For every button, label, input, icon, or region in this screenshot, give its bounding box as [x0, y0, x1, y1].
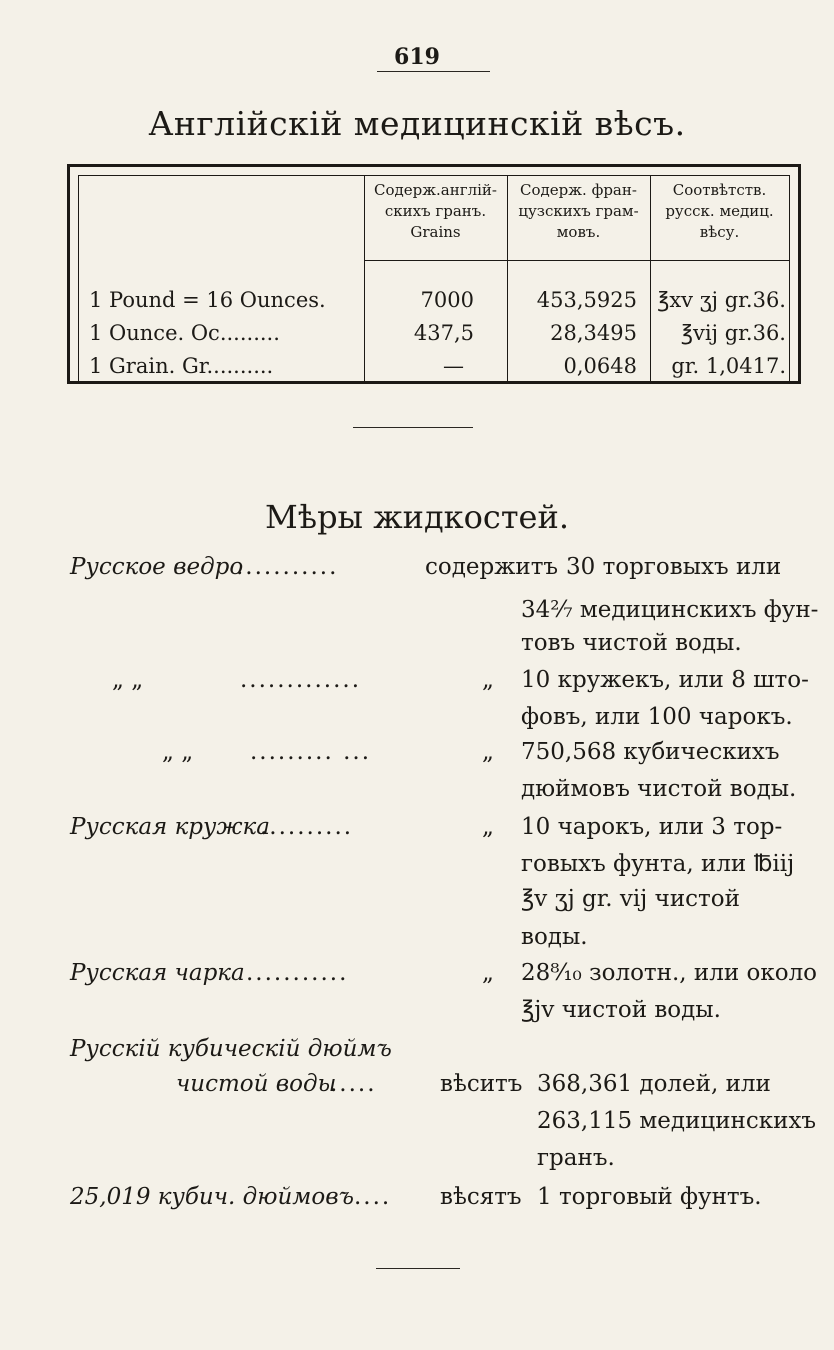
- header-line: Соотвѣтств.: [672, 181, 767, 199]
- leader-dots: ...........: [246, 960, 349, 986]
- entry-text: гранъ.: [537, 1145, 615, 1171]
- section-divider: [353, 427, 473, 428]
- entry-verb: вѣситъ: [440, 1071, 523, 1097]
- table-row-label: 1 Ounce. Oc.........: [89, 321, 280, 345]
- entry-label: Русская кружка: [70, 814, 270, 840]
- table-cell-grams: 453,5925: [536, 288, 637, 312]
- entry-text: ℥v ʒj gr. vij чистой: [521, 886, 740, 912]
- ditto-mark: „: [482, 960, 494, 986]
- ditto-mark: „: [482, 739, 494, 765]
- header-rule: [377, 71, 490, 72]
- weights-table-inner: [78, 175, 790, 381]
- header-line: цузскихъ грам-: [518, 202, 639, 220]
- header-line: скихъ гранъ.: [384, 202, 487, 220]
- page-number: 619: [394, 44, 440, 70]
- entry-text: 34²⁄₇ медицинскихъ фун-: [521, 597, 819, 623]
- entry-text: воды.: [521, 924, 588, 950]
- entry-text: 750,568 кубическихъ: [521, 739, 780, 765]
- table-cell-grams: 28,3495: [550, 321, 637, 345]
- section-title-liquids: Мѣры жидкостей.: [265, 498, 569, 536]
- table-row-label: 1 Grain. Gr..........: [89, 354, 274, 378]
- entry-label: 25,019 кубич. дюймовъ: [70, 1184, 354, 1210]
- weights-table: [67, 164, 801, 384]
- entry-text: фовъ, или 100 чарокъ.: [521, 704, 793, 730]
- table-cell-grams: 0,0648: [563, 354, 637, 378]
- ditto-mark: „ „: [112, 667, 144, 693]
- leader-dots: ....: [354, 1184, 392, 1210]
- table-row-label: 1 Pound = 16 Ounces.: [89, 288, 326, 312]
- entry-label: Русскій кубическій дюймъ: [70, 1036, 392, 1062]
- entry-text: 263,115 медицинскихъ: [537, 1108, 817, 1134]
- ditto-mark: „ „: [162, 739, 194, 765]
- table-cell-russian: ℥xv ʒj gr.36.: [657, 288, 786, 312]
- ditto-mark: „: [482, 667, 494, 693]
- column-header-grams: [507, 180, 650, 243]
- header-line: Содерж.англій-: [374, 181, 497, 199]
- entry-text: 10 кружекъ, или 8 што-: [521, 667, 809, 693]
- entry-verb: содержитъ: [425, 554, 559, 580]
- ditto-mark: „: [482, 814, 494, 840]
- entry-text: 28⁸⁄₁₀ золотн., или около: [521, 960, 818, 986]
- leader-dots: ..........: [260, 814, 354, 840]
- header-line: Grains: [410, 223, 461, 241]
- entry-text: 368,361 долей, или: [537, 1071, 771, 1097]
- table-cell-russian: ℥vij gr.36.: [680, 321, 786, 345]
- entry-text: 10 чарокъ, или 3 тор-: [521, 814, 783, 840]
- table-cell-russian: gr. 1,0417.: [671, 354, 786, 378]
- entry-text: 30 торговыхъ или: [566, 554, 782, 580]
- entry-text: 1 торговый фунтъ.: [537, 1184, 762, 1210]
- leader-dots: .............: [240, 667, 362, 693]
- entry-label: чистой воды: [176, 1071, 337, 1097]
- leader-dots: ...........: [236, 554, 339, 580]
- entry-text: товъ чистой воды.: [521, 630, 742, 656]
- entry-text: ℥jv чистой воды.: [521, 997, 721, 1023]
- footer-rule: [376, 1268, 460, 1269]
- entry-label: Русская чарка: [70, 960, 245, 986]
- column-header-grains: [364, 180, 507, 243]
- table-cell-grains: 437,5: [413, 321, 474, 345]
- table-cell-grains: 7000: [420, 288, 474, 312]
- header-line: мовъ.: [556, 223, 601, 241]
- entry-text: говыхъ фунта, или ℔iij: [521, 851, 795, 877]
- leader-dots: ......... ...: [250, 739, 372, 765]
- header-line: русск. медиц.: [665, 202, 774, 220]
- entry-label: Русское ведро: [70, 554, 244, 580]
- entry-verb: вѣсятъ: [440, 1184, 522, 1210]
- table-cell-grains: —: [443, 354, 464, 378]
- column-header-russian: [650, 180, 789, 243]
- section-title-weights: Англійскій медицинскій вѣсъ.: [148, 104, 686, 143]
- header-line: Содерж. фран-: [520, 181, 637, 199]
- entry-text: дюймовъ чистой воды.: [521, 776, 797, 802]
- leader-dots: .....: [330, 1071, 377, 1097]
- header-divider: [364, 260, 789, 261]
- header-line: вѣсу.: [699, 223, 740, 241]
